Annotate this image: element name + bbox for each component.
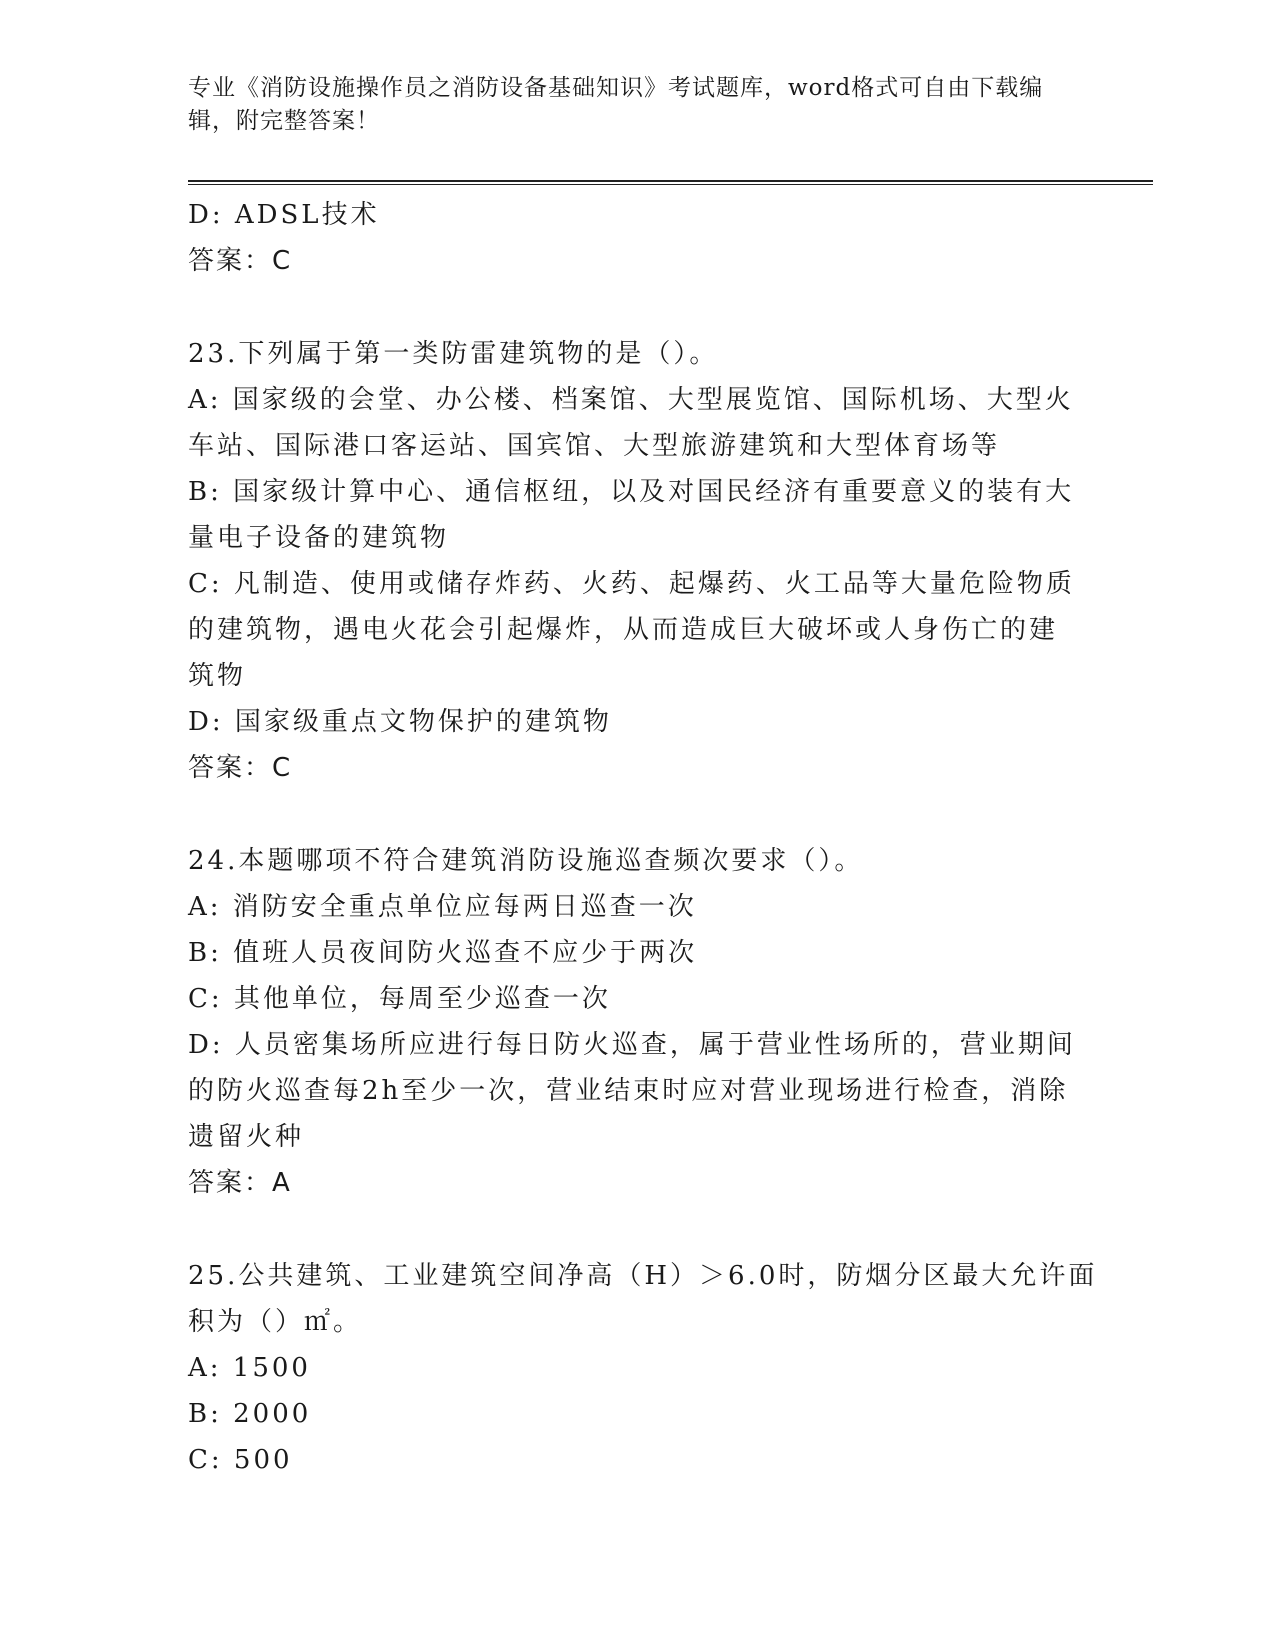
question-stem-cont: 积为（）㎡。 bbox=[188, 1307, 363, 1337]
header-line-1: 专业《消防设施操作员之消防设备基础知识》考试题库，word格式可自由下载编 bbox=[188, 75, 1044, 101]
spacer bbox=[188, 791, 1088, 838]
option-d: D: 国家级重点文物保护的建筑物 bbox=[188, 707, 612, 737]
option-a: A: 1500 bbox=[188, 1353, 311, 1383]
spacer bbox=[188, 284, 1088, 331]
option-d-cont: 的防火巡查每2h至少一次，营业结束时应对营业现场进行检查，消除 bbox=[188, 1076, 1069, 1106]
option-c-cont: 筑物 bbox=[188, 661, 247, 691]
option-b: B: 值班人员夜间防火巡查不应少于两次 bbox=[188, 938, 698, 968]
option-c: C: 凡制造、使用或储存炸药、火药、起爆药、火工品等大量危险物质 bbox=[188, 569, 1075, 599]
question-list bbox=[188, 192, 1098, 1483]
header-line-2: 辑，附完整答案！ bbox=[188, 108, 380, 134]
question-stem: 24.本题哪项不符合建筑消防设施巡查频次要求（）。 bbox=[188, 846, 864, 876]
option-c: C: 500 bbox=[188, 1445, 293, 1475]
option-a: A: 国家级的会堂、办公楼、档案馆、大型展览馆、国际机场、大型火 bbox=[188, 385, 1074, 415]
header-rule-thin bbox=[188, 184, 1153, 185]
question-25 bbox=[188, 1253, 1098, 1483]
option-b-cont: 量电子设备的建筑物 bbox=[188, 523, 450, 553]
option-c: C: 其他单位，每周至少巡查一次 bbox=[188, 984, 611, 1014]
answer: 答案：C bbox=[188, 753, 293, 783]
document-header bbox=[188, 72, 1088, 138]
option-b: B: 国家级计算中心、通信枢纽，以及对国民经济有重要意义的装有大 bbox=[188, 477, 1075, 507]
option-a-cont: 车站、国际港口客运站、国宾馆、大型旅游建筑和大型体育场等 bbox=[188, 431, 1001, 461]
option-d-cont: 遗留火种 bbox=[188, 1122, 305, 1152]
option-d: D: 人员密集场所应进行每日防火巡查，属于营业性场所的，营业期间 bbox=[188, 1030, 1076, 1060]
question-stem: 25.公共建筑、工业建筑空间净高（H）＞6.0时，防烟分区最大允许面 bbox=[188, 1261, 1098, 1291]
option-c-cont: 的建筑物，遇电火花会引起爆炸，从而造成巨大破坏或人身伤亡的建 bbox=[188, 615, 1059, 645]
question-23 bbox=[188, 331, 1088, 791]
spacer bbox=[188, 1206, 1088, 1253]
question-stem: 23.下列属于第一类防雷建筑物的是（）。 bbox=[188, 339, 719, 369]
option-a: A: 消防安全重点单位应每两日巡查一次 bbox=[188, 892, 697, 922]
answer: 答案：A bbox=[188, 1168, 292, 1198]
answer: 答案：C bbox=[188, 246, 293, 276]
header-rule-thick bbox=[188, 180, 1153, 182]
option-d: D: ADSL技术 bbox=[188, 200, 380, 230]
question-prev bbox=[188, 192, 1088, 284]
question-24 bbox=[188, 838, 1088, 1206]
option-b: B: 2000 bbox=[188, 1399, 312, 1429]
